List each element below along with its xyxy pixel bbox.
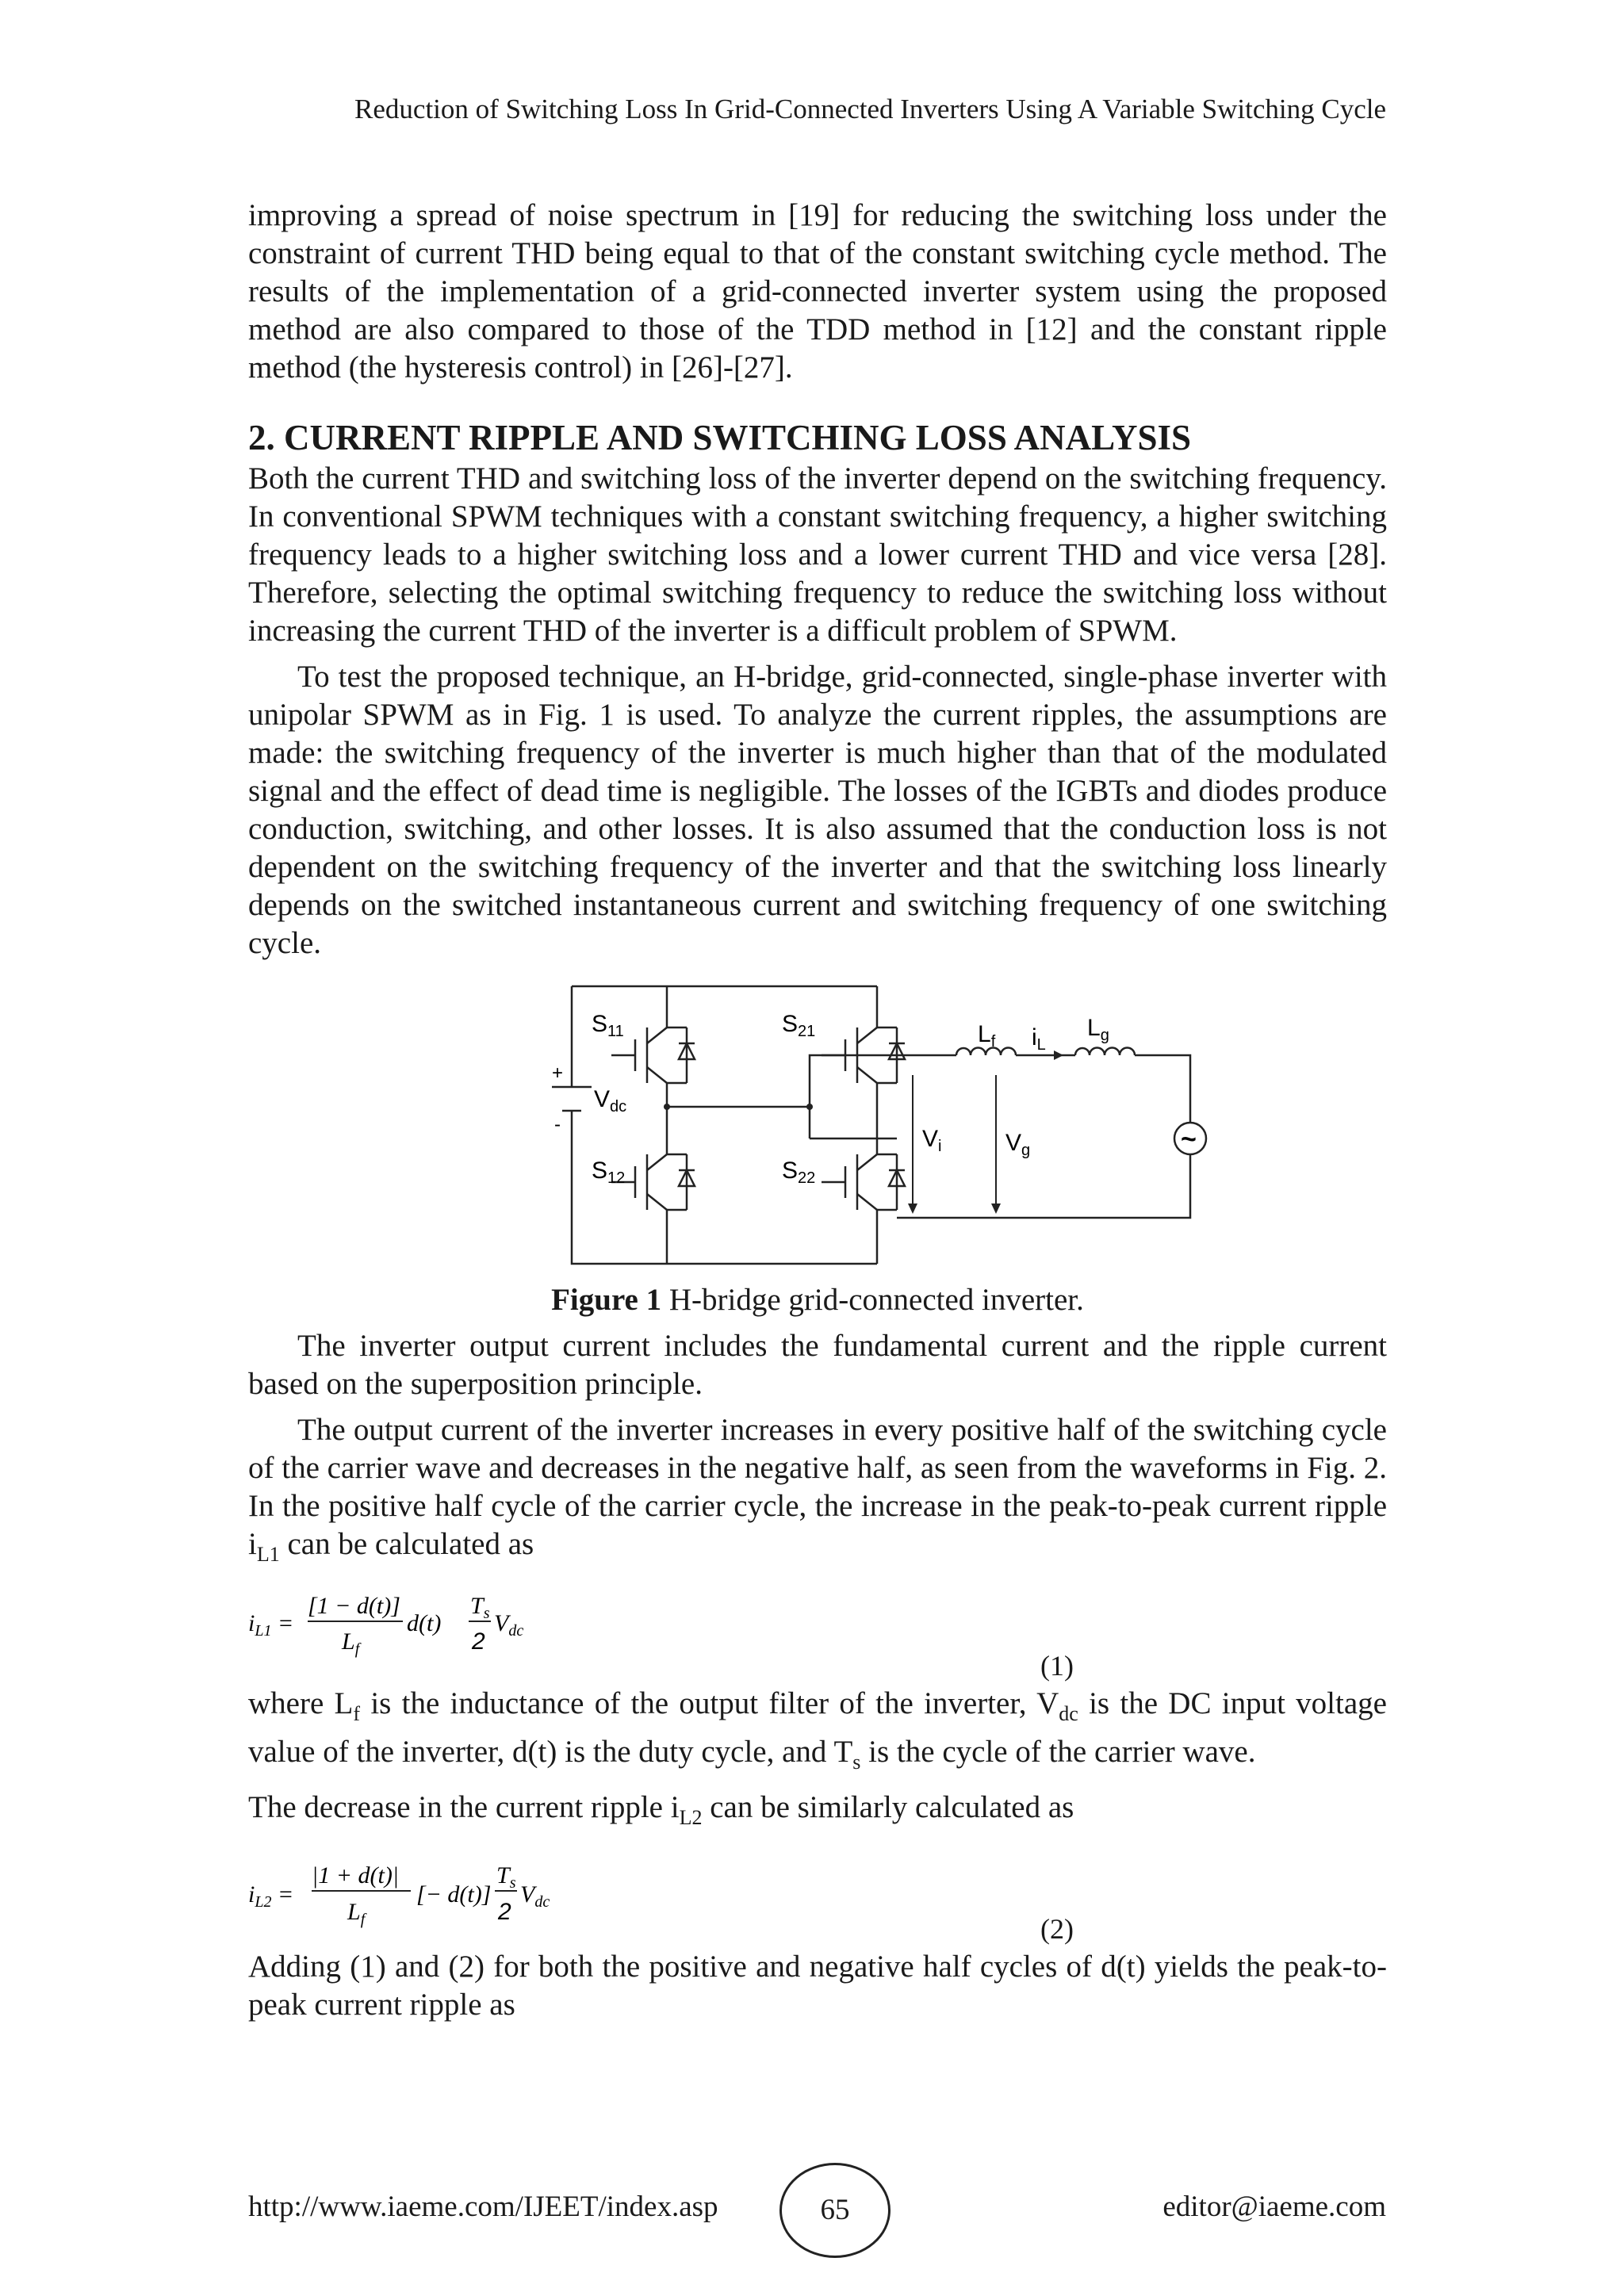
s22-label: $S_{22}$ [782, 1158, 816, 1187]
equation-1-number: (1) [1040, 1649, 1074, 1682]
paragraph: The decrease in the current ripple $i_{L2}$ can be similarly calculated as [248, 1790, 1074, 1830]
paragraph: where $L_f$ is the inductance of the output filter of the inverter, $V_{dc}$ is the DC input voltage value of the inverter, d(t) is the duty cycle, and $T_s$ is the cycle of the carrier wave. [248, 1686, 1387, 1774]
plus-sign: + [552, 1062, 564, 1084]
paragraph: Both the current THD and switching loss of the inverter depend on the switching frequency. In conventional SPWM techniques with a constant switching frequency, a higher switching frequency leads to a higher switching loss and a lower current THD and vice versa [28]. Therefore, selecting the optimal switching frequency to reduce the switching loss without increasing the current THD of the inverter is a difficult problem of SPWM. [248, 461, 1387, 648]
section-heading: 2. CURRENT RIPPLE AND SWITCHING LOSS ANALYSIS [248, 418, 1192, 457]
svg-text:iL1 =: $i_{L1}$ = [248, 1609, 294, 1640]
svg-text:2: 2 [472, 1628, 485, 1655]
lg-label: $L_g$ [1087, 1015, 1109, 1044]
svg-text:iL2 =: $i_{L2}$ = [248, 1881, 294, 1911]
equation-2-number: (2) [1040, 1913, 1074, 1946]
intro-paragraph: improving a spread of noise spectrum in [19] for reducing the switching loss under the constraint of current THD being equal to that of the constant switching cycle method. The results of the implementation of a grid-connected inverter system using the proposed method are also compared to those of the TDD method in [12] and the constant ripple method (the hysteresis control) in [26]-[27]. [248, 198, 1387, 385]
svg-text:Vdc: $V_{dc}$ [520, 1881, 550, 1911]
equation-1 [248, 1574, 1387, 1685]
svg-text:[1 − d(t)]: [1 − d(t)] [308, 1592, 400, 1619]
minus-sign: - [554, 1114, 561, 1135]
svg-text:Ts: $T_s$ [496, 1862, 516, 1892]
paragraph: The output current of the inverter increases in every positive half of the switching cycle of the carrier wave and decreases in the negative half, as seen from the waveforms in Fig. 2. In the positive half cycle of the carrier cycle, the increase in the peak-to-peak current ripple $i_{L1}$ can be calculated as [248, 1413, 1387, 1566]
svg-text:Ts: $T_s$ [470, 1592, 490, 1622]
page-body [248, 197, 1387, 2024]
svg-text:d(t): d(t) [407, 1609, 442, 1636]
svg-text:[− d(t)]: [− d(t)] [416, 1881, 492, 1908]
page-number: 65 [779, 2163, 891, 2258]
svg-text:Lf: $L_f$ [342, 1628, 360, 1658]
s12-label: $S_{12}$ [592, 1158, 626, 1187]
footer-url-link[interactable]: http://www.iaeme.com/IJEET/index.asp [248, 2191, 718, 2223]
svg-text:Lf: $L_f$ [347, 1899, 366, 1929]
paragraph: Adding (1) and (2) for both the positive and negative half cycles of d(t) yields the peak-to-peak current ripple as [248, 1950, 1387, 2022]
vg-label: $V_g$ [1005, 1130, 1031, 1159]
figure-1-circuit [516, 980, 1197, 1273]
svg-text:2: 2 [498, 1899, 511, 1926]
vdc-label: $V_{dc}$ [594, 1086, 627, 1115]
figure-1-caption [248, 1281, 1387, 1319]
svg-text:Vdc: $V_{dc}$ [494, 1609, 524, 1640]
paragraph: The inverter output current includes the fundamental current and the ripple current based on the superposition principle. [248, 1329, 1387, 1401]
running-header: Reduction of Switching Loss In Grid-Connected Inverters Using A Variable Switching Cycle [354, 94, 1386, 124]
page-footer [0, 2163, 1624, 2258]
paragraph: To test the proposed technique, an H-bridge, grid-connected, single-phase inverter with unipolar SPWM as in Fig. 1 is used. To analyze the current ripples, the assumptions are made: the switching frequency of the inverter is much higher than that of the modulated signal and the effect of dead time is negligible. The losses of the IGBTs and diodes produce conduction, switching, and other losses. It is also assumed that the conduction loss is not dependent on the switching frequency of the inverter and that the switching loss linearly depends on the switched instantaneous current and switching frequency of one switching cycle. [248, 660, 1387, 960]
vi-label: $V_i$ [922, 1126, 942, 1155]
equation-2 [248, 1837, 1387, 1948]
footer-email-link[interactable]: editor@iaeme.com [1162, 2191, 1386, 2223]
s11-label: $S_{11}$ [592, 1011, 624, 1040]
s21-label: $S_{21}$ [782, 1011, 816, 1040]
il-label: $i_L$ [1032, 1024, 1046, 1054]
caption-text: H-bridge grid-connected inverter. [661, 1283, 1084, 1317]
caption-label: Figure 1 [551, 1283, 662, 1317]
svg-text:|1 + d(t)|: |1 + d(t)| [312, 1862, 400, 1889]
ac-source-symbol: ~ [1181, 1124, 1197, 1154]
lf-label: $L_f$ [978, 1021, 996, 1050]
